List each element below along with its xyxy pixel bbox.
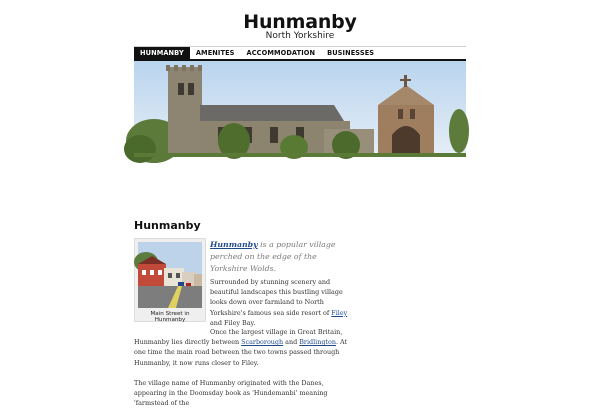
main-street-photo-figure [134, 238, 206, 322]
site-tagline: North Yorkshire [265, 31, 335, 41]
paragraph-2-text-b: and [283, 338, 300, 347]
site-title[interactable]: Hunmanby [243, 11, 357, 33]
nav-item-hunmanby[interactable]: HUNMANBY [134, 47, 190, 60]
page-title: Hunmanby [134, 219, 201, 232]
paragraph-2-text-c: . At one time the main road between the two towns passed through Hunmanby, it now runs closer to Filey. [134, 338, 348, 367]
main-nav [134, 47, 466, 61]
hunmanby-link[interactable]: Hunmanby [210, 240, 258, 249]
scarborough-link[interactable]: Scarborough [241, 338, 284, 347]
paragraph-3: The village name of Hunmanby originated with the Danes, appearing in the Doomsday book as 'Hundemanbi' meaning 'farmstead of the [134, 379, 328, 408]
lead-text: is a popular village perched on the edge of the Yorkshire Wolds. [210, 240, 336, 273]
lead-paragraph [210, 239, 356, 275]
paragraph-2-text-a: Once the largest village in Great Britain, Hunmanby lies directly between [134, 328, 343, 347]
paragraph-1-tail: and Filey Bay. [210, 318, 256, 327]
church-illustration [134, 61, 466, 157]
nav-item-businesses[interactable]: BUSINESSES [327, 49, 375, 57]
bridlington-link[interactable]: Bridlington [299, 338, 336, 347]
paragraph-1-text: Surrounded by stunning scenery and beautiful landscapes this bustling village looks down over farmland to North Yorkshire's famous sea side resort of [210, 278, 343, 317]
paragraph-1 [210, 277, 354, 328]
paragraph-2 [134, 327, 354, 368]
nav-item-amenites[interactable]: AMENITES [195, 49, 235, 57]
nav-item-accommodation[interactable]: ACCOMMODATION [246, 49, 316, 57]
main-street-photo [138, 242, 202, 308]
church-banner-image [134, 61, 466, 157]
figure-caption: Main Street in Hunmanby [150, 311, 190, 323]
filey-link[interactable]: Filey [331, 308, 348, 317]
